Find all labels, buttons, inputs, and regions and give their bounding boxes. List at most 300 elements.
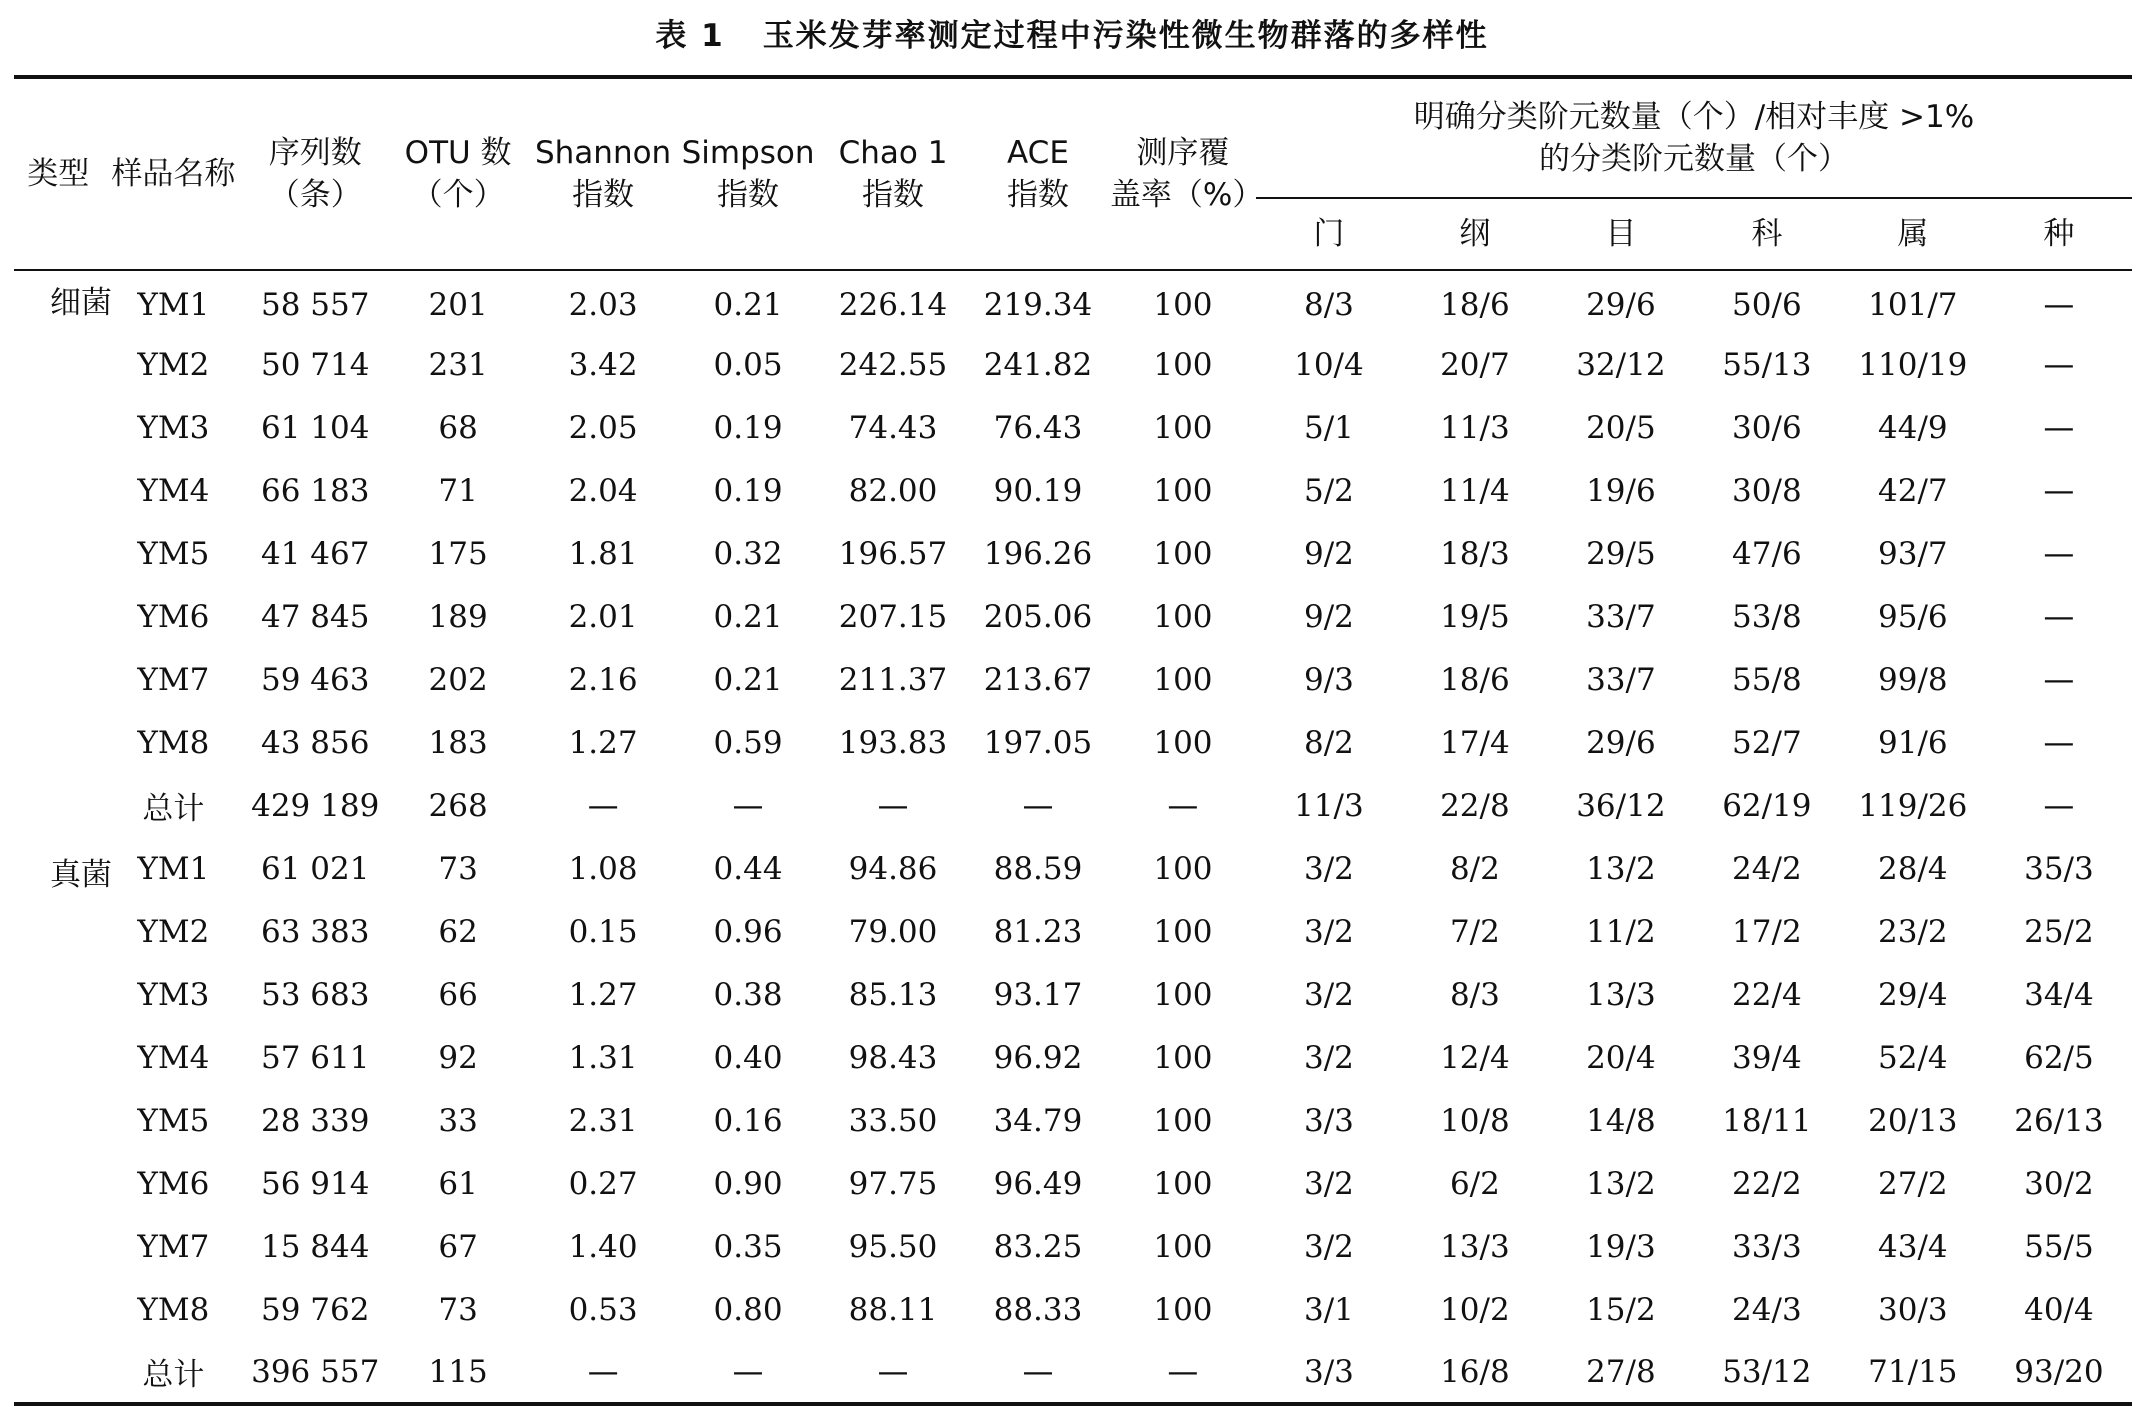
cell-sample: YM7 [137,1228,210,1265]
header-family: 科 [1694,198,1840,270]
cell-coverage: 100 [1153,1039,1213,1076]
cell-phylum: 8/2 [1303,724,1354,761]
table-row [14,1341,2132,1404]
cell-species: — [2043,598,2075,635]
cell-otu: 33 [438,1102,478,1139]
cell-sample: YM8 [137,1291,210,1328]
cell-family: 55/13 [1722,346,1812,383]
table-row [14,963,2132,1026]
cell-family: 53/8 [1732,598,1802,635]
cell-family: 62/19 [1722,787,1812,824]
cell-phylum: 3/2 [1303,1228,1354,1265]
cell-genus: 43/4 [1878,1228,1948,1265]
cell-species: — [2043,535,2075,572]
header-otu-line1: OTU 数 [404,135,512,171]
cell-otu: 73 [438,1291,478,1328]
cell-otu: 92 [438,1039,478,1076]
cell-species: 62/5 [2024,1039,2094,1076]
cell-family: 30/8 [1732,472,1802,509]
cell-chao1: 79.00 [848,913,938,950]
header-shannon-line1: Shannon [534,135,672,171]
cell-phylum: 3/2 [1303,976,1354,1013]
header-ace-line2: 指数 [1006,177,1069,213]
cell-coverage: 100 [1153,346,1213,383]
cell-chao1: 33.50 [848,1102,938,1139]
table-row [14,1278,2132,1341]
cell-genus: 28/4 [1878,850,1948,887]
cell-genus: 23/2 [1878,913,1948,950]
cell-simpson: 0.05 [713,346,783,383]
table-body [14,270,2132,1404]
cell-species: — [2043,346,2075,383]
header-ace [966,77,1110,270]
cell-genus: 110/19 [1858,346,1968,383]
cell-class: 17/4 [1440,724,1510,761]
header-row-1 [14,77,2132,198]
cell-sequences: 47 845 [260,598,370,635]
cell-order: 27/8 [1548,1341,1694,1404]
cell-class: 13/3 [1440,1228,1510,1265]
cell-otu: 202 [428,661,488,698]
cell-order: 33/7 [1586,661,1656,698]
cell-phylum: 9/2 [1303,598,1354,635]
cell-genus: 99/8 [1878,661,1948,698]
cell-genus: 101/7 [1868,287,1958,323]
cell-sequences: 43 856 [260,724,370,761]
cell-chao1: 193.83 [838,724,948,761]
cell-ace: 76.43 [993,409,1083,446]
cell-class: 10/8 [1440,1102,1510,1139]
cell-sequences: 61 021 [260,850,370,887]
cell-family: 39/4 [1732,1039,1802,1076]
cell-simpson: 0.80 [713,1291,783,1328]
cell-family: 33/3 [1732,1228,1802,1265]
cell-order: 13/2 [1586,1165,1656,1202]
cell-shannon: 2.01 [568,598,638,635]
cell-class: 10/2 [1440,1291,1510,1328]
cell-sequences: 429 189 [251,787,380,824]
cell-chao1: — [877,787,909,824]
cell-coverage: 100 [1153,850,1213,887]
cell-order: 15/2 [1586,1291,1656,1328]
header-chao1-line2: 指数 [862,177,924,213]
cell-chao1: — [820,1341,966,1404]
table-row [14,900,2132,963]
cell-otu: 66 [438,976,478,1013]
cell-ace: 96.92 [993,1039,1083,1076]
cell-sequences: 41 467 [260,535,370,572]
cell-order: 19/3 [1586,1228,1656,1265]
table-row [14,711,2132,774]
cell-species: 25/2 [2024,913,2094,950]
cell-simpson: 0.19 [713,472,783,509]
cell-phylum: 3/3 [1303,1102,1354,1139]
cell-species: — [2043,472,2075,509]
cell-order: 13/3 [1586,976,1656,1013]
cell-sequences: 61 104 [260,409,370,446]
cell-chao1: 196.57 [838,535,948,572]
cell-chao1: 211.37 [838,661,948,698]
cell-sample: YM8 [137,724,210,761]
cell-simpson: 0.19 [713,409,783,446]
cell-sequences: 58 557 [260,287,370,323]
cell-sequences: 56 914 [260,1165,370,1202]
cell-chao1: 88.11 [848,1291,938,1328]
cell-phylum: 3/1 [1303,1291,1354,1328]
cell-type: 细菌 [50,285,112,321]
cell-sample: YM3 [137,409,210,446]
cell-order: 36/12 [1576,787,1666,824]
header-genus: 属 [1840,198,1986,270]
cell-coverage: 100 [1153,598,1213,635]
cell-shannon: 2.31 [568,1102,638,1139]
cell-family: 22/2 [1732,1165,1802,1202]
cell-class: 22/8 [1440,787,1510,824]
header-species: 种 [1986,198,2132,270]
cell-phylum: 11/3 [1294,787,1364,824]
cell-order: 13/2 [1586,850,1656,887]
cell-sample: YM6 [137,1165,210,1202]
cell-otu: 175 [428,535,488,572]
table-title: 玉米发芽率测定过程中污染性微生物群落的多样性 [762,18,1489,54]
cell-family: 30/6 [1732,409,1802,446]
cell-species: — [2043,787,2075,824]
cell-sequences: 50 714 [260,346,370,383]
cell-species: 55/5 [2024,1228,2094,1265]
cell-order: 29/6 [1586,287,1656,323]
cell-sequences: 28 339 [260,1102,370,1139]
cell-sequences: 396 557 [244,1341,386,1404]
cell-coverage: — [1110,1341,1256,1404]
header-class: 纲 [1402,198,1548,270]
cell-phylum: 3/3 [1256,1341,1402,1404]
cell-order: 19/6 [1586,472,1656,509]
cell-phylum: 3/2 [1303,913,1354,950]
cell-coverage: 100 [1153,724,1213,761]
cell-class: 18/6 [1440,287,1510,323]
cell-species: — [2043,409,2075,446]
cell-sample: YM5 [137,535,210,572]
header-simpson-line2: 指数 [717,177,780,213]
cell-sample: 总计 [102,1341,244,1404]
cell-genus: 30/3 [1878,1291,1948,1328]
cell-phylum: 8/3 [1303,287,1354,323]
cell-sequences: 63 383 [260,913,370,950]
cell-otu: 62 [438,913,478,950]
cell-sequences: 53 683 [260,976,370,1013]
cell-sample: YM5 [137,1102,210,1139]
cell-species: 26/13 [2014,1102,2104,1139]
cell-genus: 27/2 [1878,1165,1948,1202]
cell-ace: 83.25 [993,1228,1083,1265]
cell-simpson: 0.40 [713,1039,783,1076]
header-otu [386,77,530,270]
cell-simpson: 0.32 [713,535,783,572]
cell-chao1: 207.15 [838,598,948,635]
cell-phylum: 5/2 [1303,472,1354,509]
cell-coverage: 100 [1153,409,1213,446]
cell-shannon: 2.16 [568,661,638,698]
cell-chao1: 94.86 [848,850,938,887]
cell-shannon: 2.05 [568,409,638,446]
cell-order: 20/4 [1586,1039,1656,1076]
diversity-table [14,75,2132,1406]
cell-shannon: 2.03 [568,287,638,323]
cell-sequences: 57 611 [260,1039,370,1076]
cell-shannon: 0.27 [568,1165,638,1202]
cell-ace: 34.79 [993,1102,1083,1139]
header-coverage-line2: 盖率（%） [1109,177,1264,213]
cell-genus: 52/4 [1878,1039,1948,1076]
cell-class: 18/3 [1440,535,1510,572]
cell-sequences: 59 463 [260,661,370,698]
cell-shannon: 1.27 [568,724,638,761]
cell-ace: 241.82 [983,346,1093,383]
cell-ace: 205.06 [983,598,1093,635]
cell-coverage: 100 [1153,472,1213,509]
cell-class: 8/2 [1449,850,1500,887]
cell-shannon: — [587,787,619,824]
cell-genus: 44/9 [1878,409,1948,446]
cell-class: 11/4 [1440,472,1510,509]
cell-otu: 189 [428,598,488,635]
header-phylum: 门 [1256,198,1402,270]
cell-sample: YM1 [137,287,210,323]
header-ace-line1: ACE [1007,135,1069,171]
table-row [14,1089,2132,1152]
header-coverage [1109,77,1264,270]
cell-chao1: 95.50 [848,1228,938,1265]
cell-shannon: 2.04 [568,472,638,509]
cell-family: 53/12 [1694,1341,1840,1404]
cell-ace: — [966,1341,1110,1404]
header-otu-line2: （个） [411,177,505,213]
cell-phylum: 10/4 [1294,346,1364,383]
table-row [14,459,2132,522]
cell-species: 35/3 [2024,850,2094,887]
cell-simpson: 0.96 [713,913,783,950]
cell-otu: 183 [428,724,488,761]
header-coverage-line1: 测序覆 [1136,135,1230,171]
cell-simpson: 0.16 [713,1102,783,1139]
cell-phylum: 3/2 [1303,850,1354,887]
header-type: 类型 [14,77,102,270]
cell-sample: YM6 [137,598,210,635]
cell-simpson: 0.21 [713,598,783,635]
cell-family: 17/2 [1732,913,1802,950]
header-simpson-line1: Simpson [681,135,815,171]
cell-simpson: 0.21 [713,287,783,323]
cell-family: 52/7 [1732,724,1802,761]
cell-ace: 90.19 [993,472,1083,509]
table-row [14,774,2132,837]
header-shannon [530,77,676,270]
cell-chao1: 98.43 [848,1039,938,1076]
cell-chao1: 82.00 [848,472,938,509]
cell-coverage: 100 [1153,976,1213,1013]
cell-ace: 213.67 [983,661,1093,698]
cell-ace: 197.05 [983,724,1093,761]
cell-otu: 115 [386,1341,530,1404]
cell-simpson: 0.59 [713,724,783,761]
cell-family: 22/4 [1732,976,1802,1013]
table-row [14,1152,2132,1215]
cell-class: 6/2 [1449,1165,1500,1202]
cell-otu: 201 [428,287,488,323]
cell-family: 55/8 [1732,661,1802,698]
cell-ace: 219.34 [983,287,1093,323]
cell-family: 50/6 [1732,287,1802,323]
header-simpson [676,77,820,270]
cell-genus: 42/7 [1878,472,1948,509]
cell-family: 24/2 [1732,850,1802,887]
cell-ace: 196.26 [983,535,1093,572]
cell-coverage: 100 [1153,1165,1213,1202]
cell-otu: 71 [438,472,478,509]
table-row [14,1215,2132,1278]
cell-shannon: — [530,1341,676,1404]
cell-coverage: 100 [1153,1291,1213,1328]
cell-otu: 268 [428,787,488,824]
cell-genus: 71/15 [1840,1341,1986,1404]
cell-shannon: 3.42 [568,346,638,383]
cell-otu: 68 [438,409,478,446]
cell-coverage: 100 [1153,535,1213,572]
table-row [14,648,2132,711]
header-sequences [244,77,386,270]
cell-phylum: 5/1 [1303,409,1354,446]
cell-species: — [2043,724,2075,761]
cell-coverage: 100 [1153,287,1213,323]
cell-coverage: 100 [1153,1228,1213,1265]
cell-species: 30/2 [2024,1165,2094,1202]
header-sample: 样品名称 [102,77,244,270]
cell-family: 18/11 [1722,1102,1812,1139]
cell-class: 11/3 [1440,409,1510,446]
cell-genus: 29/4 [1878,976,1948,1013]
header-chao1-line1: Chao 1 [838,135,948,171]
cell-chao1: 97.75 [848,1165,938,1202]
cell-otu: 73 [438,850,478,887]
cell-order: 32/12 [1576,346,1666,383]
cell-class: 18/6 [1440,661,1510,698]
cell-order: 14/8 [1586,1102,1656,1139]
cell-ace: 96.49 [993,1165,1083,1202]
cell-class: 7/2 [1449,913,1500,950]
cell-sample: YM7 [137,661,210,698]
cell-phylum: 3/2 [1303,1039,1354,1076]
cell-coverage: 100 [1153,913,1213,950]
cell-sample: YM2 [137,913,210,950]
header-sequences-line2: （条） [268,177,362,213]
table-row [14,1026,2132,1089]
cell-species: 93/20 [1986,1341,2132,1404]
cell-sample: YM4 [137,472,210,509]
cell-sequences: 66 183 [260,472,370,509]
cell-ace: — [1022,787,1054,824]
header-sequences-line1: 序列数 [268,135,362,171]
cell-shannon: 0.15 [568,913,638,950]
cell-ace: 88.59 [993,850,1083,887]
table-row [14,522,2132,585]
cell-species: 40/4 [2024,1291,2094,1328]
cell-phylum: 3/2 [1303,1165,1354,1202]
header-shannon-line2: 指数 [572,177,635,213]
cell-order: 33/7 [1586,598,1656,635]
cell-ace: 93.17 [993,976,1083,1013]
table-caption [0,6,2144,66]
cell-class: 12/4 [1440,1039,1510,1076]
cell-shannon: 1.08 [568,850,638,887]
cell-sample: YM1 [137,850,210,887]
cell-species: — [2043,287,2075,323]
cell-shannon: 1.40 [568,1228,638,1265]
cell-otu: 67 [438,1228,478,1265]
cell-simpson: 0.38 [713,976,783,1013]
table-row [14,333,2132,396]
cell-genus: 95/6 [1878,598,1948,635]
cell-sample: 总计 [142,791,205,827]
cell-phylum: 9/3 [1303,661,1354,698]
cell-family: 24/3 [1732,1291,1802,1328]
cell-family: 47/6 [1732,535,1802,572]
cell-chao1: 226.14 [838,287,948,323]
cell-order: 29/6 [1586,724,1656,761]
cell-simpson: 0.35 [713,1228,783,1265]
cell-otu: 61 [438,1165,478,1202]
cell-coverage: 100 [1153,1102,1213,1139]
cell-genus: 91/6 [1878,724,1948,761]
cell-sample: YM2 [137,346,210,383]
table-row [14,837,2132,900]
header-taxa-group [1256,77,2132,198]
cell-chao1: 242.55 [838,346,948,383]
cell-class: 19/5 [1440,598,1510,635]
cell-species: — [2043,661,2075,698]
cell-shannon: 0.53 [568,1291,638,1328]
cell-chao1: 85.13 [848,976,938,1013]
cell-ace: 81.23 [993,913,1083,950]
cell-shannon: 1.27 [568,976,638,1013]
cell-species: 34/4 [2024,976,2094,1013]
table-row [14,270,2132,333]
table-number: 表 1 [655,18,725,54]
cell-simpson: — [676,1341,820,1404]
cell-class: 16/8 [1402,1341,1548,1404]
cell-order: 11/2 [1586,913,1656,950]
cell-simpson: 0.90 [713,1165,783,1202]
cell-ace: 88.33 [993,1291,1083,1328]
cell-otu: 231 [428,346,488,383]
cell-genus: 93/7 [1878,535,1948,572]
cell-genus: 20/13 [1868,1102,1958,1139]
cell-phylum: 9/2 [1303,535,1354,572]
cell-sample: YM3 [137,976,210,1013]
header-taxa-group-line1: 明确分类阶元数量（个）/相对丰度 >1% [1413,99,1975,135]
cell-class: 8/3 [1449,976,1500,1013]
header-chao1 [820,77,966,270]
cell-sequences: 59 762 [260,1291,370,1328]
header-taxa-group-line2: 的分类阶元数量（个） [1538,141,1849,177]
header-order: 目 [1548,198,1694,270]
cell-coverage: — [1167,787,1199,824]
table-row [14,585,2132,648]
cell-chao1: 74.43 [848,409,938,446]
cell-coverage: 100 [1153,661,1213,698]
cell-order: 20/5 [1586,409,1656,446]
cell-sequences: 15 844 [260,1228,370,1265]
cell-shannon: 1.31 [568,1039,638,1076]
